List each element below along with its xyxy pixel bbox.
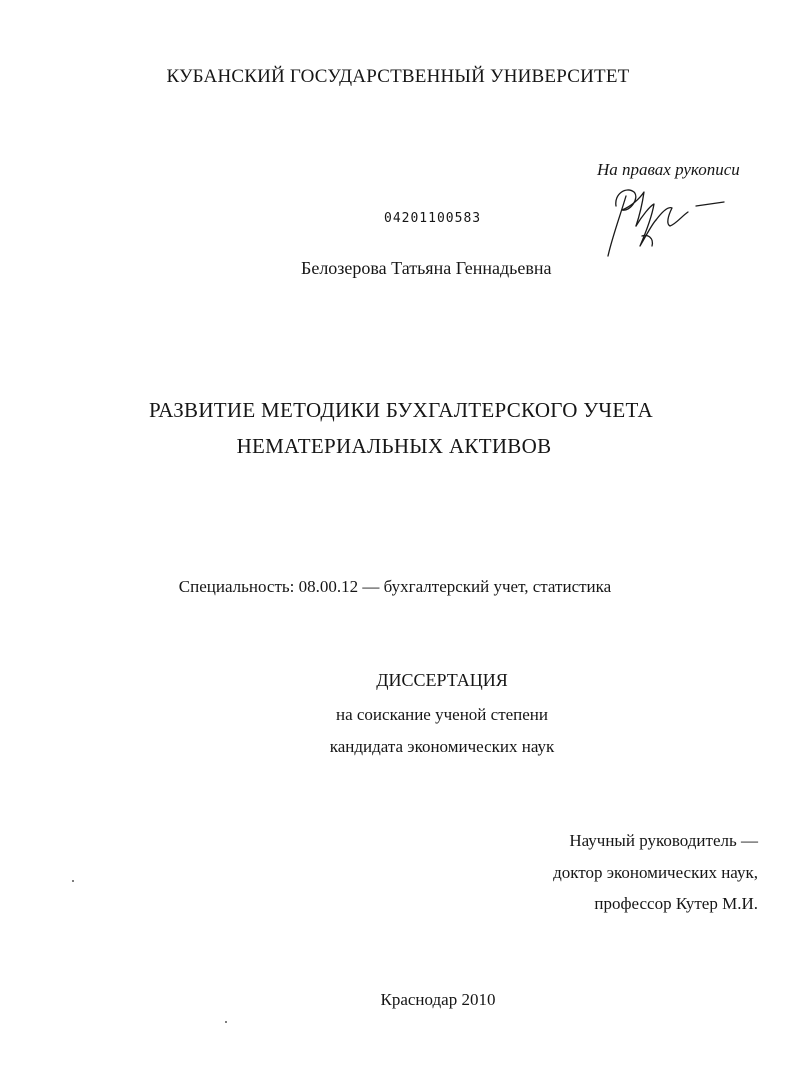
advisor-line-2: доктор экономических наук, (553, 863, 758, 882)
university-name: КУБАНСКИЙ ГОСУДАРСТВЕННЫЙ УНИВЕРСИТЕТ (166, 66, 630, 87)
city-year: Краснодар 2010 (380, 990, 496, 1009)
dissertation-title-line-1: РАЗВИТИЕ МЕТОДИКИ БУХГАЛТЕРСКОГО УЧЕТА (148, 398, 654, 422)
advisor-line-3: профессор Кутер М.И. (594, 894, 758, 913)
dissertation-title-line-2: НЕМАТЕРИАЛЬНЫХ АКТИВОВ (236, 434, 552, 458)
author-name: Белозерова Татьяна Геннадьевна (301, 258, 552, 278)
manuscript-note: На правах рукописи (597, 160, 740, 179)
advisor-line-1: Научный руководитель — (569, 831, 758, 850)
scan-speck (72, 880, 74, 882)
degree-line-1: на соискание ученой степени (335, 705, 549, 724)
scan-speck (225, 1021, 227, 1023)
specialty-line: Специальность: 08.00.12 — бухгалтерский учет, статистика (178, 577, 612, 596)
handwritten-signature (596, 176, 736, 266)
degree-line-2: кандидата экономических наук (329, 737, 555, 756)
document-number: 04201100583 (384, 211, 482, 226)
dissertation-heading: ДИССЕРТАЦИЯ (376, 670, 508, 690)
